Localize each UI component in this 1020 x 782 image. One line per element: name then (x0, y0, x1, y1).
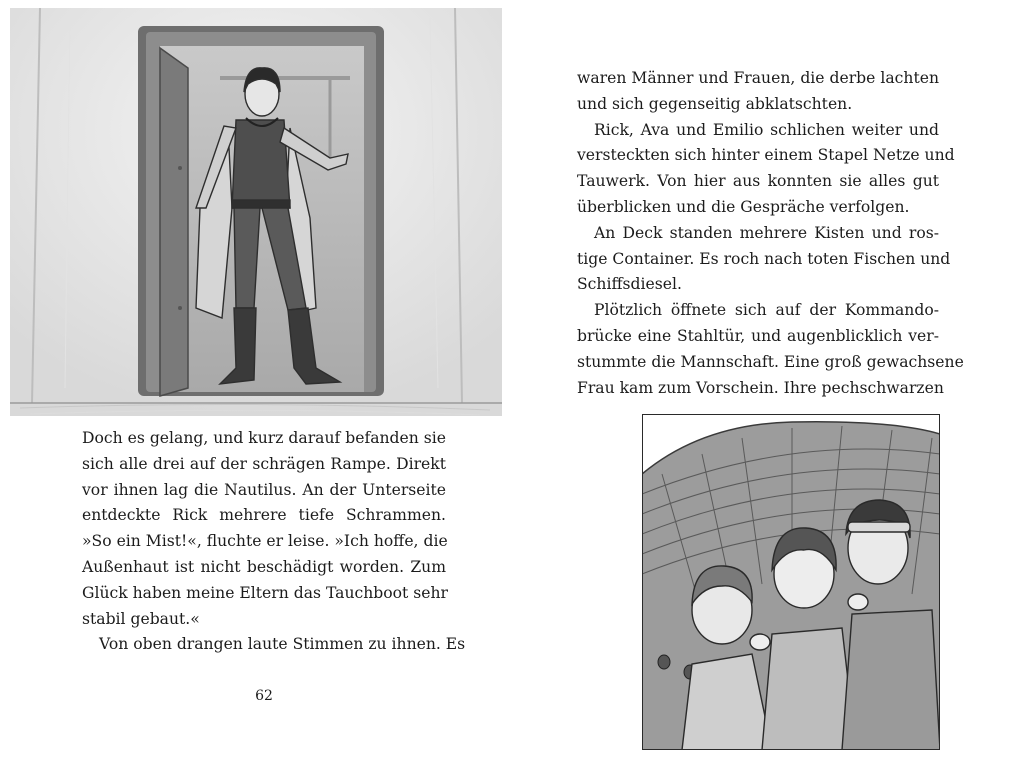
text-line: Tauwerk. Von hier aus konnten sie alles gut (577, 172, 939, 191)
text-line: vor ihnen lag die Nautilus. An der Unterseite (82, 480, 446, 499)
text-line: brücke eine Stahltür, und augenblicklich ver- (577, 326, 939, 345)
text-line: und sich gegenseitig abklatschten. (577, 94, 853, 113)
text-line: waren Männer und Frauen, die derbe lachten (577, 69, 939, 87)
woman-in-doorway-illustration (10, 8, 502, 416)
text-line: sich alle drei auf der schrägen Rampe. Direkt (82, 454, 446, 473)
text-line: Außenhaut ist nicht beschädigt worden. Zum (82, 557, 446, 576)
text-line: Rick, Ava und Emilio schlichen weiter und (594, 120, 939, 139)
children-hiding-under-nets-illustration (642, 414, 940, 750)
text-line: stabil gebaut.« (82, 609, 200, 628)
text-line: stummte die Mannschaft. Eine groß gewachsene (577, 352, 964, 371)
text-line: versteckten sich hinter einem Stapel Netze und (577, 146, 955, 165)
text-line: tige Container. Es roch nach toten Fischen und (577, 249, 951, 268)
text-line: Schiffsdiesel. (577, 275, 682, 294)
text-line: An Deck standen mehrere Kisten und ros- (594, 223, 939, 242)
text-line: entdeckte Rick mehrere tiefe Schrammen. (82, 506, 446, 525)
text-line: Glück haben meine Eltern das Tauchboot sehr (82, 583, 448, 602)
text-line: Von oben drangen laute Stimmen zu ihnen. Es (99, 635, 466, 654)
left-page-text (82, 426, 466, 658)
text-line: Plötzlich öffnete sich auf der Kommando- (594, 301, 939, 320)
page-number: 62 (255, 688, 273, 704)
text-line: Doch es gelang, und kurz darauf befanden sie (82, 429, 446, 447)
text-line: Frau kam zum Vorschein. Ihre pechschwarzen (577, 378, 944, 397)
right-page-text (577, 66, 964, 401)
text-line: überblicken und die Gespräche verfolgen. (577, 197, 910, 216)
text-line: »So ein Mist!«, fluchte er leise. »Ich hoffe, die (82, 532, 448, 551)
